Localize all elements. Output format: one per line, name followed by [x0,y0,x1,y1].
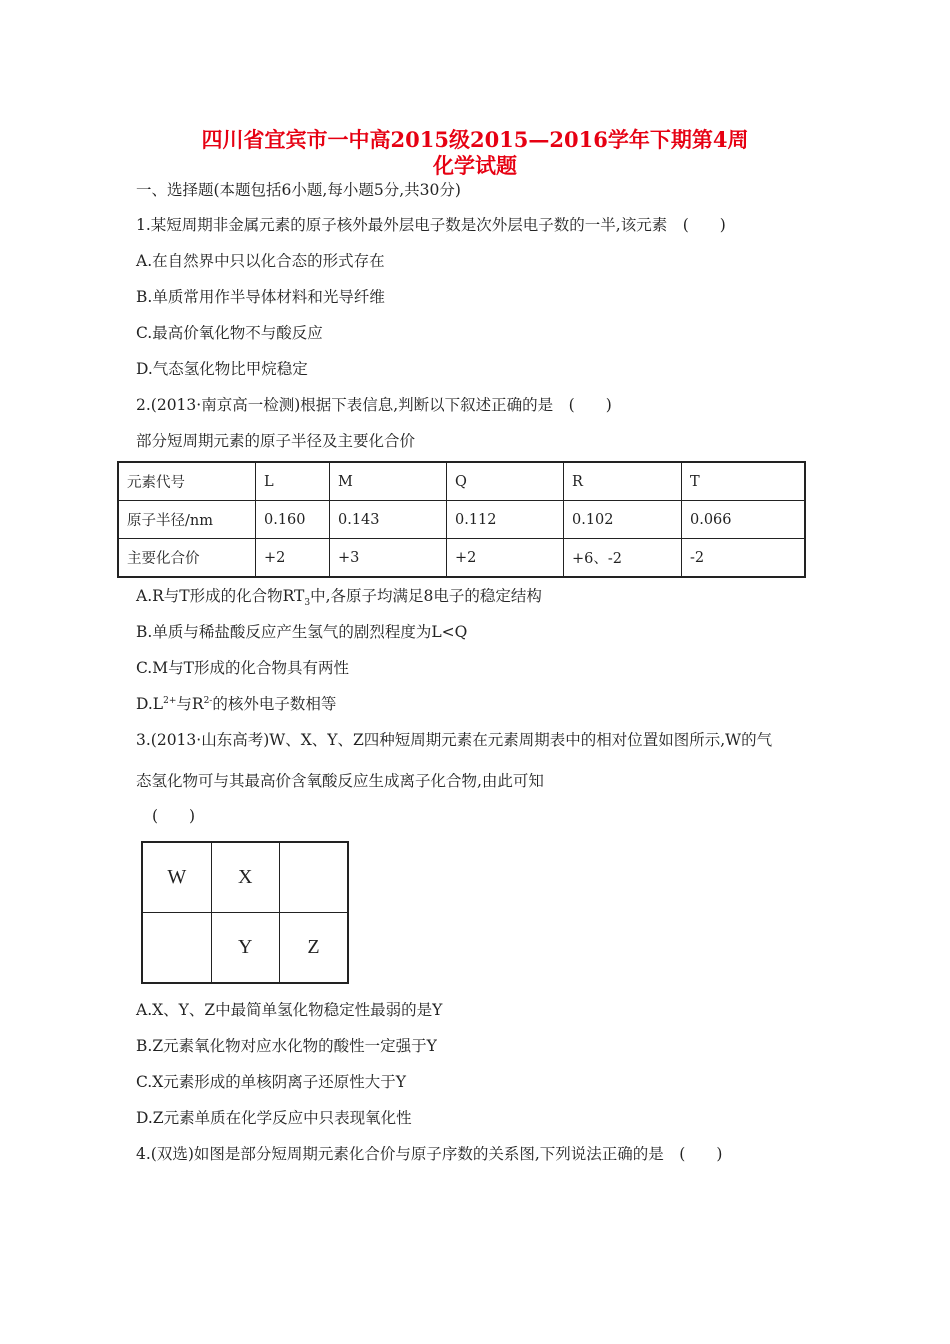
table-cell: R [564,462,682,501]
question-3-stem-line1: 3.(2013·山东高考)W、X、Y、Z四种短周期元素在元素周期表中的相对位置如图所示,W的气 [136,731,773,749]
table-cell: 0.143 [330,501,447,539]
table-cell: +2 [256,539,330,578]
question-2-stem: 2.(2013·南京高一检测)根据下表信息,判断以下叙述正确的是 ( ) [136,396,612,414]
table-cell: +6、-2 [564,539,682,578]
periodic-position-grid [141,841,349,984]
grid-cell: Z [279,913,348,984]
table-cell: 0.102 [564,501,682,539]
question-4-stem: 4.(双选)如图是部分短周期元素化合价与原子序数的关系图,下列说法正确的是 ( ) [136,1145,723,1163]
table-cell: +3 [330,539,447,578]
table-row [118,501,805,539]
table-cell: 0.160 [256,501,330,539]
question-2-option-c: C.M与T形成的化合物具有两性 [136,659,349,677]
question-3-answer-paren: ( ) [152,807,196,825]
table-cell: 主要化合价 [118,539,256,578]
table-cell: -2 [682,539,806,578]
table-cell: T [682,462,806,501]
question-1-stem: 1.某短周期非金属元素的原子核外最外层电子数是次外层电子数的一半,该元素 ( ) [136,216,726,234]
table-row [118,462,805,501]
question-3-option-c: C.X元素形成的单核阴离子还原性大于Y [136,1073,407,1091]
table-row [142,913,348,984]
table-cell: 原子半径/nm [118,501,256,539]
question-2-option-b: B.单质与稀盐酸反应产生氢气的剧烈程度为L<Q [136,623,468,641]
table-cell: +2 [447,539,564,578]
table-row [118,539,805,578]
section-heading: 一、选择题(本题包括6小题,每小题5分,共30分) [136,181,461,199]
grid-cell [142,913,211,984]
question-3-stem-line2: 态氢化物可与其最高价含氧酸反应生成离子化合物,由此可知 [136,772,544,790]
question-1-option-b: B.单质常用作半导体材料和光导纤维 [136,288,385,306]
table-cell: Q [447,462,564,501]
grid-cell [279,842,348,913]
question-3-option-b: B.Z元素氧化物对应水化物的酸性一定强于Y [136,1037,437,1055]
question-1-option-d: D.气态氢化物比甲烷稳定 [136,360,308,378]
question-2-table-caption: 部分短周期元素的原子半径及主要化合价 [136,432,416,450]
table-cell: 元素代号 [118,462,256,501]
table-cell: 0.066 [682,501,806,539]
question-1-option-c: C.最高价氧化物不与酸反应 [136,324,323,342]
grid-cell: X [211,842,279,913]
table-row [142,842,348,913]
question-3-option-a: A.X、Y、Z中最简单氢化物稳定性最弱的是Y [136,1001,443,1019]
document-title-line2: 化学试题 [433,153,517,178]
table-cell: M [330,462,447,501]
question-2-option-a: A.R与T形成的化合物$RT_3$中,各原子均满足8电子的稳定结构 [136,587,542,609]
question-3-option-d: D.Z元素单质在化学反应中只表现氧化性 [136,1109,412,1127]
grid-cell: W [142,842,211,913]
document-title-line1: 四川省宜宾市一中高2015级2015—2016学年下期第4周 [201,127,749,152]
grid-cell: Y [211,913,279,984]
table-cell: L [256,462,330,501]
table-cell: 0.112 [447,501,564,539]
element-data-table [117,461,806,578]
question-2-option-d: $D.L^{2+}$与$R^{2-}$的核外电子数相等 [136,695,337,713]
question-1-option-a: A.在自然界中只以化合态的形式存在 [136,252,385,270]
